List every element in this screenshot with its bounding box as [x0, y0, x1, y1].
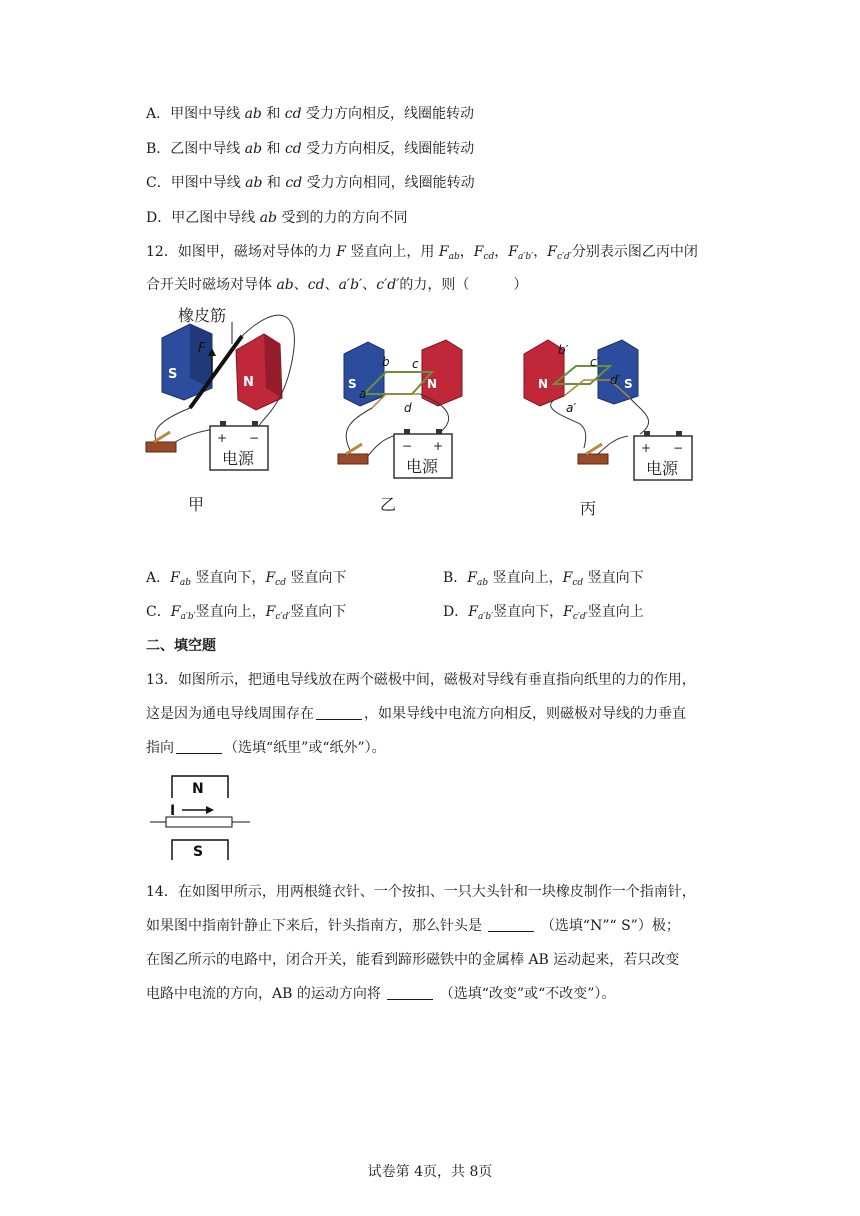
- svg-text:c: c: [412, 357, 419, 371]
- figure-jia: [146, 306, 294, 514]
- svg-text:S: S: [168, 367, 178, 382]
- svg-text:电源: 电源: [406, 457, 439, 476]
- switch-bing: [578, 444, 608, 464]
- q13-blank-2[interactable]: [176, 739, 222, 754]
- q12-stem-line1: 12．如图甲，磁场对导体的力 F 竖直向上，用 $F_{ab}$，$F_{cd}$，$F_{a'b'}$，$F_{c'd'}$分别表示图乙丙中闭: [146, 244, 698, 262]
- q11-option-d: D．甲乙图中导线 ab 受到的力的方向不同: [146, 210, 408, 226]
- q12-option-a: A．$F_{ab}$ 竖直向下，$F_{cd}$ 竖直向下: [146, 570, 347, 588]
- figure-yi: [338, 340, 462, 514]
- svg-text:a: a: [359, 387, 367, 401]
- page-footer: 试卷第 4页，共 8页: [367, 1164, 493, 1180]
- svg-text:d′: d′: [610, 373, 621, 387]
- battery-jia: [210, 421, 268, 470]
- svg-text:−: −: [673, 441, 684, 455]
- q13-line3: 指向 （选填“纸里”或“纸外”）。: [146, 740, 386, 756]
- figure-bing: [524, 340, 692, 518]
- svg-text:c′: c′: [590, 355, 600, 369]
- q11-option-b: B．乙图中导线 ab 和 cd 受力方向相反，线圈能转动: [146, 141, 475, 157]
- svg-text:N: N: [538, 377, 549, 391]
- q12-figure: [140, 300, 720, 530]
- q14-line3: 在图乙所示的电路中，闭合开关，能看到蹄形磁铁中的金属棒 AB 运动起来，若只改变: [146, 952, 680, 968]
- svg-text:S: S: [193, 844, 204, 860]
- rubber-band-label: 橡皮筋: [178, 306, 227, 325]
- svg-text:I: I: [170, 803, 176, 819]
- q14-blank-2[interactable]: [387, 985, 433, 1000]
- q14-blank-1[interactable]: [488, 917, 534, 932]
- q12-option-b: B．$F_{ab}$ 竖直向上，$F_{cd}$ 竖直向下: [443, 570, 644, 588]
- q12-option-d: D．$F_{a'b'}$竖直向下，$F_{c'd'}$竖直向上: [443, 604, 644, 622]
- svg-text:−: −: [249, 431, 260, 445]
- svg-text:+: +: [433, 439, 444, 453]
- svg-text:a′: a′: [566, 401, 577, 415]
- section-heading: 二、填空题: [146, 638, 216, 654]
- q14-line4: 电路中电流的方向，AB 的运动方向将 （选填“改变”或“不改变”）。: [146, 986, 616, 1002]
- svg-text:S: S: [348, 377, 357, 391]
- q13-line2: 这是因为通电导线周围存在 ，如果导线中电流方向相反，则磁极对导线的力垂直: [146, 706, 686, 722]
- svg-text:电源: 电源: [222, 449, 255, 468]
- svg-text:电源: 电源: [646, 459, 679, 478]
- svg-text:N: N: [243, 375, 254, 390]
- switch-yi: [338, 444, 368, 464]
- svg-text:+: +: [217, 431, 228, 445]
- svg-text:S: S: [624, 377, 633, 391]
- svg-text:N: N: [192, 781, 204, 797]
- q13-blank-1[interactable]: [316, 705, 362, 720]
- q12-stem-line2: 合开关时磁场对导体 ab、cd、a′b′、c′d′的力，则（ ）: [146, 277, 528, 293]
- q14-line1: 14．在如图甲所示，用两根缝衣针、一个按扣、一只大头针和一块橡皮制作一个指南针，: [146, 884, 696, 900]
- svg-text:N: N: [427, 377, 438, 391]
- switch-jia: [146, 432, 176, 452]
- magnet-n-jia: [236, 334, 282, 410]
- caption-bing: 丙: [580, 499, 597, 518]
- current-wire: [150, 803, 250, 827]
- q12-option-c: C．$F_{a'b'}$竖直向上，$F_{c'd'}$竖直向下: [146, 604, 347, 622]
- caption-jia: 甲: [188, 495, 205, 514]
- svg-text:b′: b′: [558, 343, 569, 357]
- s-pole: [172, 840, 228, 860]
- svg-text:+: +: [641, 441, 652, 455]
- battery-bing: [634, 431, 692, 480]
- n-pole: [172, 776, 228, 798]
- q13-line1: 13．如图所示，把通电导线放在两个磁极中间，磁极对导线有垂直指向纸里的力的作用，: [146, 672, 696, 688]
- svg-text:−: −: [402, 439, 413, 453]
- caption-yi: 乙: [380, 495, 397, 514]
- q13-figure: [146, 772, 256, 864]
- svg-text:F: F: [198, 341, 206, 356]
- q11-option-a: A．甲图中导线 ab 和 cd 受力方向相反，线圈能转动: [146, 106, 475, 122]
- svg-text:d: d: [404, 401, 412, 415]
- svg-text:b: b: [382, 355, 390, 369]
- battery-yi: [394, 429, 452, 478]
- q14-line2: 如果图中指南针静止下来后，针头指南方，那么针头是 （选填“N”“ S”）极；: [146, 918, 680, 934]
- q11-option-c: C．甲图中导线 ab 和 cd 受力方向相同，线圈能转动: [146, 175, 475, 191]
